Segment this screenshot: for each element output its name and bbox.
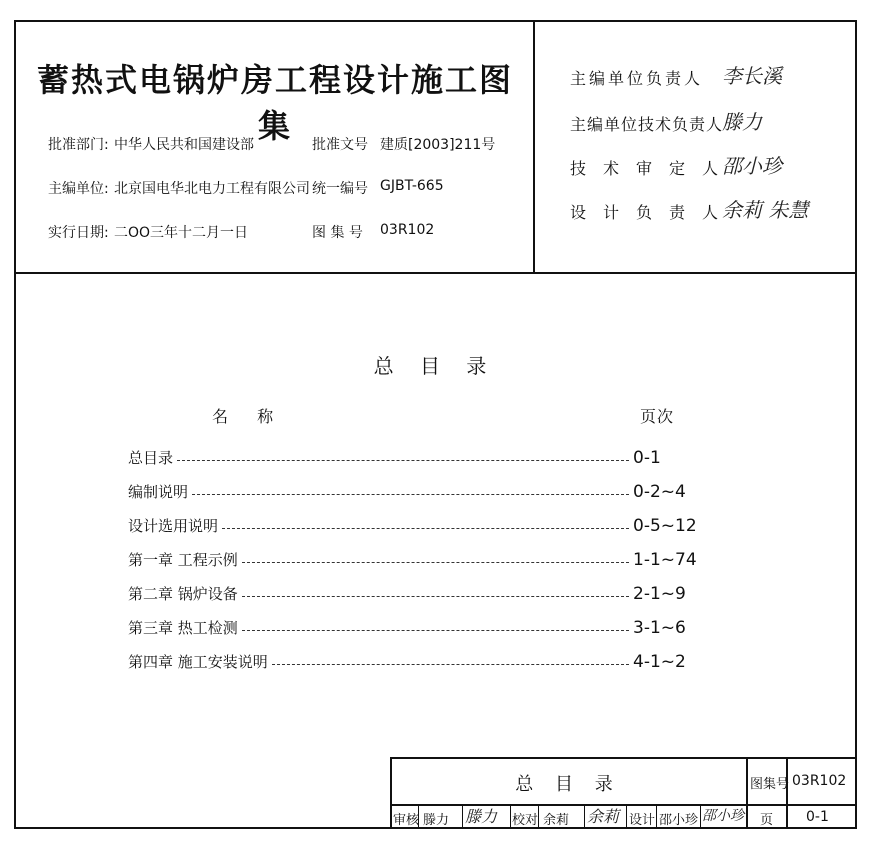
toc-leader bbox=[177, 460, 629, 461]
title-block-divider bbox=[746, 757, 748, 829]
title-block-title: 总 目 录 bbox=[515, 774, 621, 795]
toc-item-name: 第四章 施工安装说明 bbox=[128, 653, 268, 671]
toc-item-page: 0-5~12 bbox=[633, 516, 697, 536]
toc-item-page: 4-1~2 bbox=[633, 652, 686, 672]
title-block-atlas-label: 图集号 bbox=[750, 777, 790, 792]
responsible-role: 设计负责人 bbox=[570, 203, 736, 222]
reviewer-name: 滕力 bbox=[423, 813, 450, 828]
page-label: 页 bbox=[760, 813, 774, 828]
design-label: 设计 bbox=[629, 813, 656, 828]
header-column-divider bbox=[533, 20, 535, 273]
toc-row[interactable] bbox=[128, 442, 713, 468]
atlas-title: 蓄热式电锅炉房工程设计施工图集 bbox=[36, 61, 513, 145]
cell-divider bbox=[626, 805, 627, 829]
responsible-signature: 邵小珍 bbox=[722, 154, 782, 178]
toc-item-name: 总目录 bbox=[128, 449, 174, 467]
cell-divider bbox=[656, 805, 657, 829]
toc-leader bbox=[242, 630, 629, 631]
toc-leader bbox=[242, 596, 629, 597]
cell-divider bbox=[700, 805, 701, 829]
toc-leader bbox=[192, 494, 629, 495]
responsible-role: 技术审定人 bbox=[570, 159, 736, 178]
toc-item-name: 第一章 工程示例 bbox=[128, 551, 238, 569]
title-block-divider bbox=[786, 757, 788, 829]
header-divider bbox=[14, 272, 857, 274]
approval-dept-label: 批准部门: bbox=[48, 137, 109, 153]
page-number: 0-1 bbox=[806, 809, 829, 825]
toc-row[interactable] bbox=[128, 476, 713, 502]
toc-item-page: 3-1~6 bbox=[633, 618, 686, 638]
check-label: 校对 bbox=[512, 813, 539, 828]
toc-column-name: 名 称 bbox=[212, 407, 286, 426]
toc-row[interactable] bbox=[128, 646, 713, 672]
designer-signature: 邵小珍 bbox=[702, 808, 744, 824]
responsible-signature: 余莉 朱慧 bbox=[722, 198, 809, 222]
toc-item-page: 0-2~4 bbox=[633, 482, 686, 502]
editor-unit: 北京国电华北电力工程有限公司 bbox=[114, 181, 310, 197]
responsible-signature: 滕力 bbox=[722, 110, 762, 134]
designer-name: 邵小珍 bbox=[659, 813, 699, 828]
checker-name: 余莉 bbox=[543, 813, 570, 828]
approval-dept: 中华人民共和国建设部 bbox=[114, 137, 254, 153]
toc-leader bbox=[272, 664, 629, 665]
toc-column-page: 页次 bbox=[640, 407, 675, 426]
effective-date: 二OO三年十二月一日 bbox=[114, 225, 249, 241]
responsible-signature: 李长溪 bbox=[722, 64, 782, 88]
responsible-role: 主编单位技术负责人 bbox=[570, 115, 724, 134]
cell-divider bbox=[538, 805, 539, 829]
unified-no-label: 统一编号 bbox=[312, 181, 368, 197]
cell-divider bbox=[584, 805, 585, 829]
toc-item-name: 第三章 热工检测 bbox=[128, 619, 238, 637]
toc-item-name: 第二章 锅炉设备 bbox=[128, 585, 238, 603]
reviewer-signature: 滕力 bbox=[465, 807, 498, 826]
atlas-no-label: 图 集 号 bbox=[312, 225, 363, 241]
responsible-role: 主编单位负责人 bbox=[570, 69, 704, 88]
toc-item-name: 设计选用说明 bbox=[128, 517, 219, 535]
cell-divider bbox=[462, 805, 463, 829]
effective-date-label: 实行日期: bbox=[48, 225, 109, 241]
toc-item-name: 编制说明 bbox=[128, 483, 189, 501]
editor-unit-label: 主编单位: bbox=[48, 181, 109, 197]
toc-row[interactable] bbox=[128, 612, 713, 638]
approval-doc-label: 批准文号 bbox=[312, 137, 368, 153]
toc-leader bbox=[242, 562, 629, 563]
atlas-no: 03R102 bbox=[380, 222, 435, 238]
unified-no: GJBT-665 bbox=[380, 178, 444, 194]
cell-divider bbox=[510, 805, 511, 829]
toc-item-page: 1-1~74 bbox=[633, 550, 697, 570]
toc-item-page: 0-1 bbox=[633, 448, 661, 468]
toc-item-page: 2-1~9 bbox=[633, 584, 686, 604]
toc-leader bbox=[222, 528, 629, 529]
approval-doc: 建质[2003]211号 bbox=[380, 137, 496, 153]
toc-row[interactable] bbox=[128, 510, 713, 536]
toc-row[interactable] bbox=[128, 578, 713, 604]
review-label: 审核 bbox=[393, 813, 420, 828]
checker-signature: 余莉 bbox=[587, 807, 620, 826]
title-block-atlas-no: 03R102 bbox=[792, 773, 847, 789]
toc-title: 总 目 录 bbox=[373, 354, 497, 378]
toc-row[interactable] bbox=[128, 544, 713, 570]
